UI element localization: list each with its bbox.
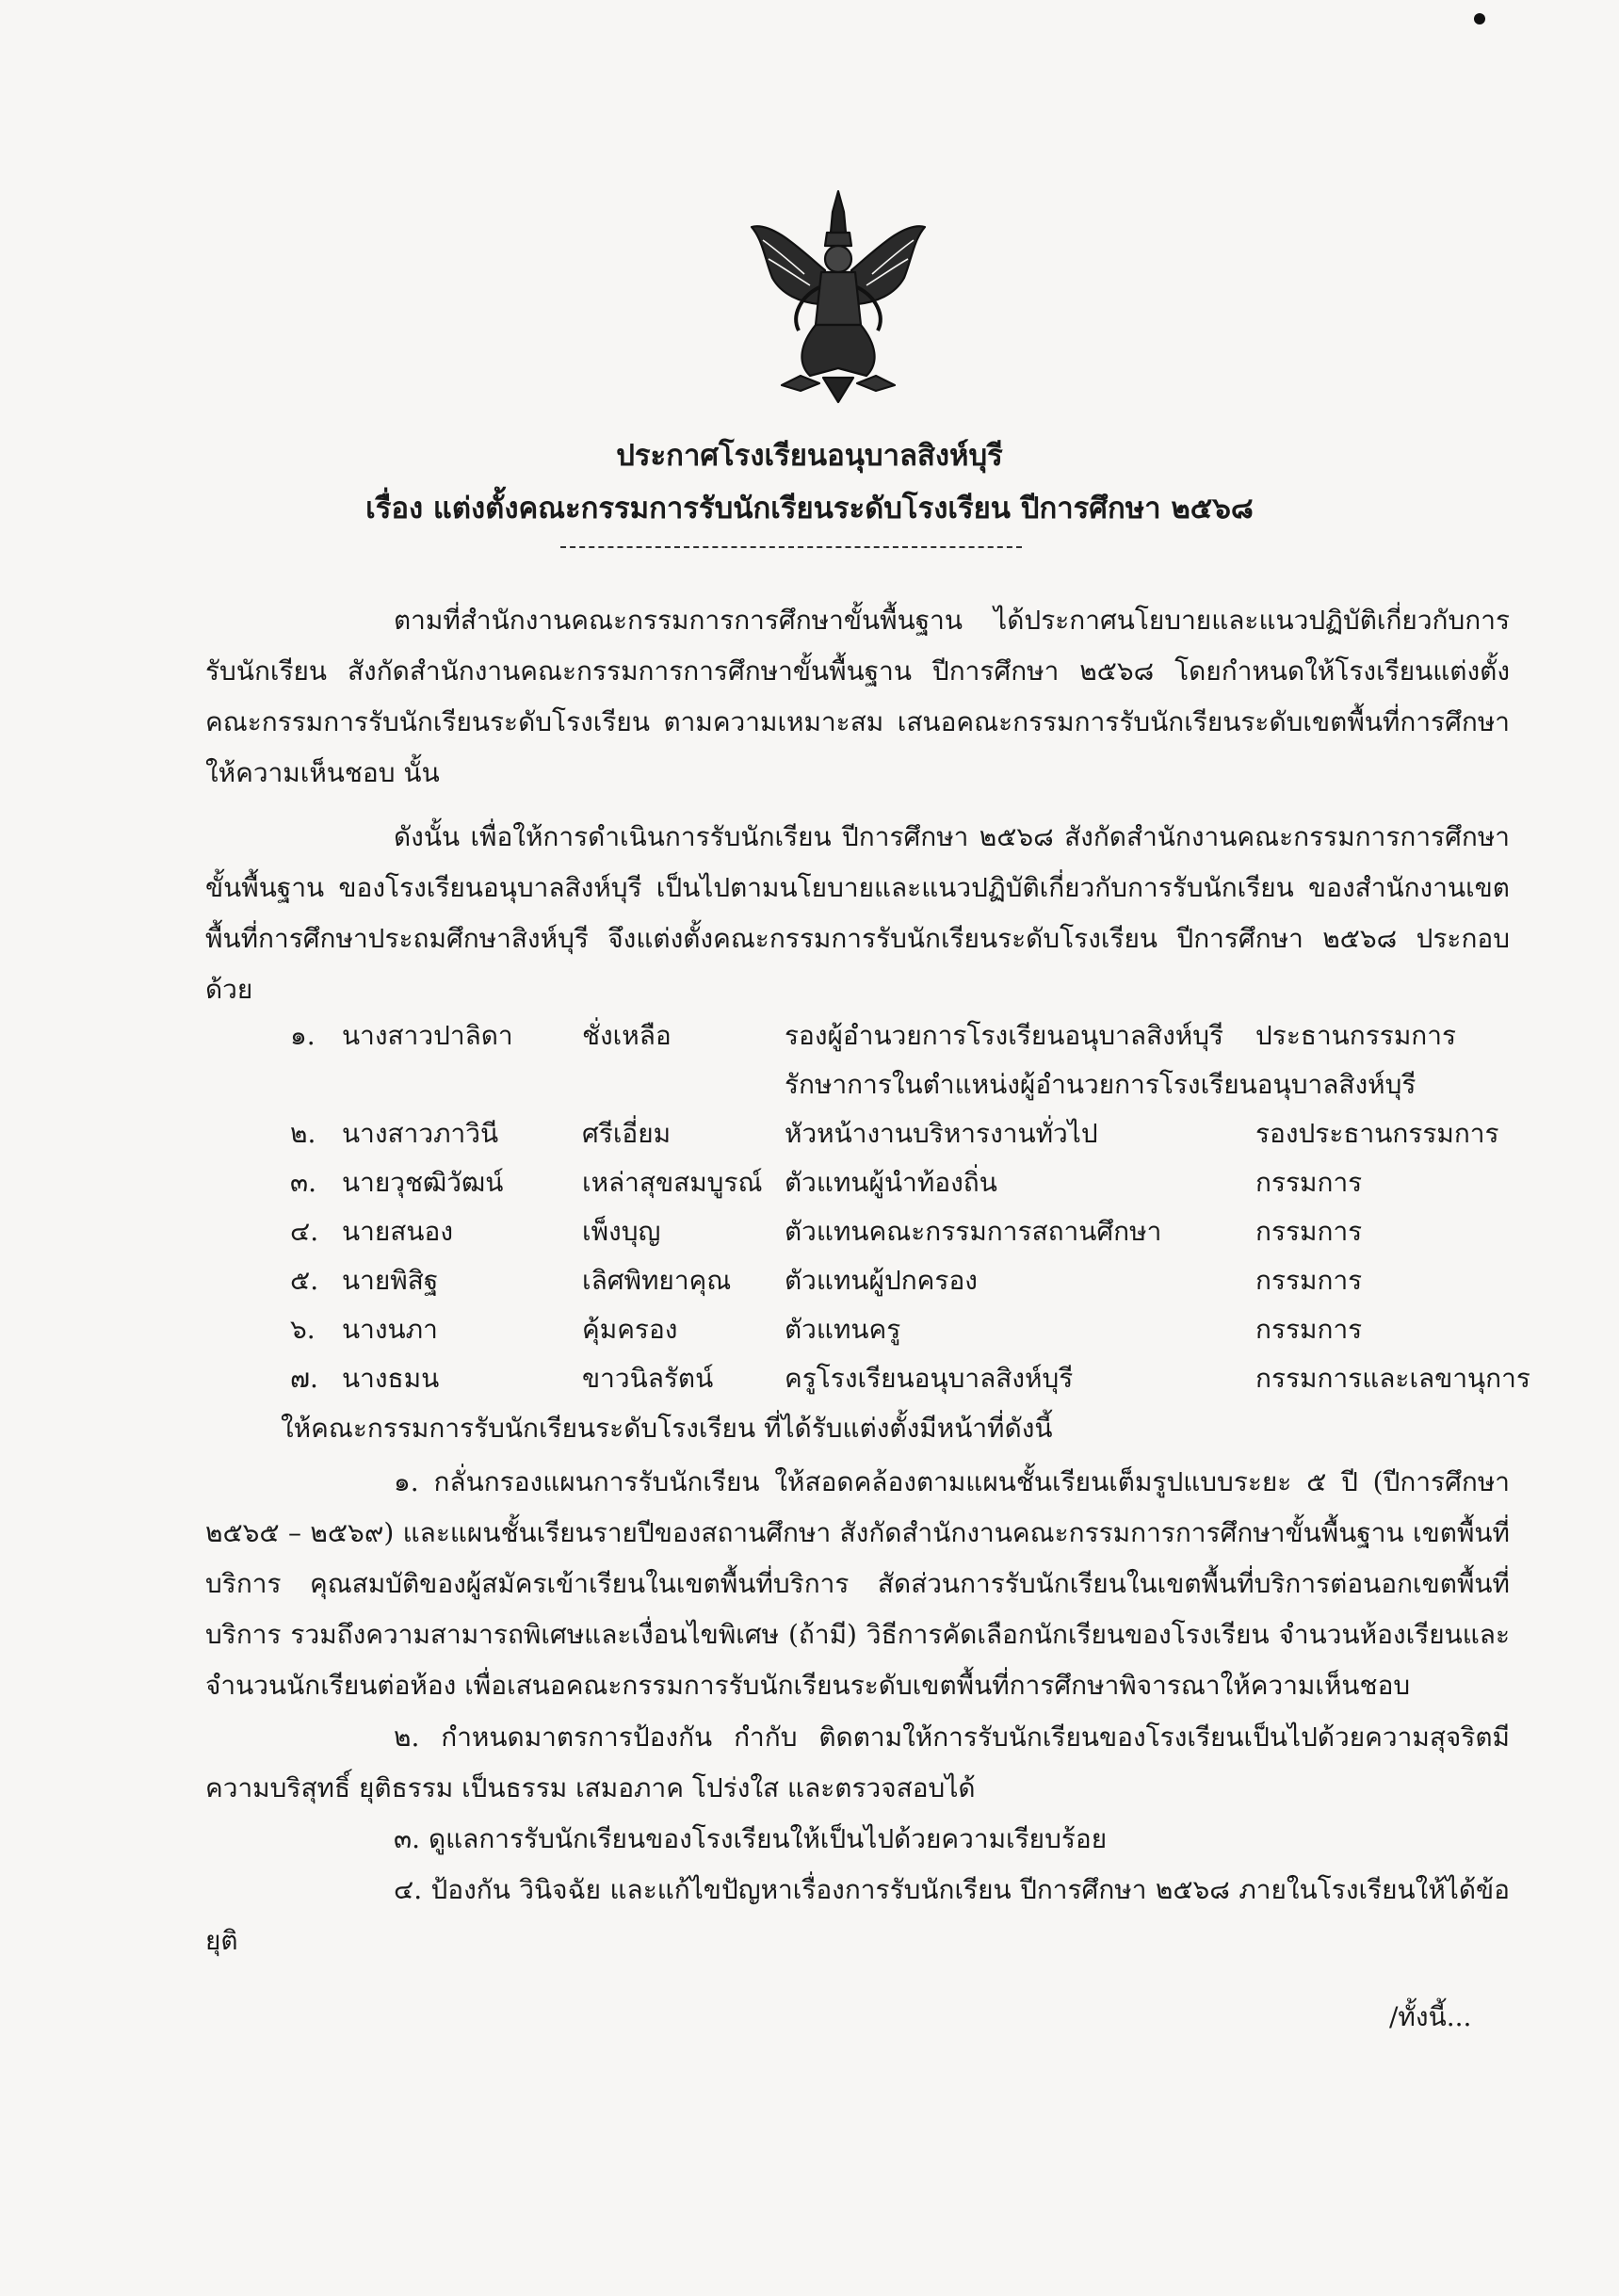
member-last-name: เลิศพิทยาคุณ [582,1265,732,1296]
continuation-marker: /ทั้งนี้... [1389,2001,1472,2032]
garuda-emblem [744,184,932,410]
committee-member [205,1358,1530,1407]
member-role: กรรมการ [1255,1216,1363,1247]
member-first-name: นางนภา [342,1314,438,1345]
committee-member [205,1113,1524,1162]
member-position: ตัวแทนผู้นำท้องถิ่น [785,1167,997,1198]
member-first-name: นางธมน [342,1363,440,1394]
member-number: ๑. [290,1020,316,1051]
committee-list [205,1015,1530,1407]
member-number: ๒. [290,1118,316,1149]
member-last-name: ชั่งเหลือ [582,1020,672,1051]
paragraph-appointment-text: ดังนั้น เพื่อให้การดำเนินการรับนักเรียน ปีการศึกษา ๒๕๖๘ สังกัดสำนักงานคณะกรรมการการศึกษาขั้นพื้นฐาน ของโรงเรียนอนุบาลสิงห์บุรี เป็นไปตามนโยบายและแนวปฏิบัติเกี่ยวกับการรับนักเรียน ของสำนักงานเขตพื้นที่การศึกษาประถมศึกษาสิงห์บุรี จึงแต่งตั้งคณะกรรมการรับนักเรียนระดับโรงเรียน ปีการศึกษา ๒๕๖๘ ประกอบด้วย [205,821,1510,1005]
duty-item [205,1865,1510,1966]
member-last-name: เพ็งบุญ [582,1216,661,1247]
member-number: ๔. [290,1216,319,1247]
member-role: รองประธานกรรมการ [1255,1118,1499,1149]
member-position: หัวหน้างานบริหารงานทั่วไป [785,1118,1098,1149]
member-first-name: นายสนอง [342,1216,453,1247]
duty-item [205,1814,1510,1865]
member-number: ๕. [290,1265,319,1296]
member-first-name: นางสาวปาลิดา [342,1020,513,1051]
member-position-acting: รักษาการในตำแหน่งผู้อำนวยการโรงเรียนอนุบาลสิงห์บุรี [785,1069,1417,1100]
duty-text: ๒. กำหนดมาตรการป้องกัน กำกับ ติดตามให้การรับนักเรียนของโรงเรียนเป็นไปด้วยความสุจริตมีความบริสุทธิ์ ยุติธรรม เป็นธรรม เสมอภาค โปร่งใส และตรวจสอบได้ [205,1722,1510,1803]
announcement-subject: เรื่อง แต่งตั้งคณะกรรมการรับนักเรียนระดับโรงเรียน ปีการศึกษา ๒๕๖๘ [365,492,1254,525]
member-role: กรรมการ [1255,1314,1363,1345]
member-position: ตัวแทนครู [785,1314,901,1345]
committee-member [205,1015,1524,1113]
duty-text: ๑. กลั่นกรองแผนการรับนักเรียน ให้สอดคล้องตามแผนชั้นเรียนเต็มรูปแบบระยะ ๕ ปี (ปีการศึกษา ๒๕๖๕ – ๒๕๖๙) และแผนชั้นเรียนรายปีของสถานศึกษา สังกัดสำนักงานคณะกรรมการการศึกษาขั้นพื้นฐาน เขตพื้นที่บริการ คุณสมบัติของผู้สมัครเข้าเรียนในเขตพื้นที่บริการ สัดส่วนการรับนักเรียนในเขตพื้นที่บริการต่อนอกเขตพื้นที่บริการ รวมถึงความสามารถพิเศษและเงื่อนไขพิเศษ (ถ้ามี) วิธีการคัดเลือกนักเรียนของโรงเรียน จำนวนห้องเรียนและจำนวนนักเรียนต่อห้อง เพื่อเสนอคณะกรรมการรับนักเรียนระดับเขตพื้นที่การศึกษาพิจารณาให้ความเห็นชอบ [205,1466,1510,1701]
member-position: ตัวแทนผู้ปกครอง [785,1265,978,1296]
member-role: กรรมการ [1255,1265,1363,1296]
member-first-name: นายวุชฒิวัฒน์ [342,1167,504,1198]
committee-member [205,1309,1524,1358]
duty-item [205,1712,1510,1814]
member-number: ๗. [290,1363,318,1394]
member-role: กรรมการ [1255,1167,1363,1198]
member-last-name: เหล่าสุขสมบูรณ์ [582,1167,763,1198]
duty-item [205,1457,1510,1711]
member-last-name: ขาวนิลรัตน์ [582,1363,714,1394]
committee-member [205,1162,1524,1211]
member-last-name: ศรีเอี่ยม [582,1118,672,1149]
member-first-name: นายพิสิฐ [342,1265,439,1296]
duty-text: ๓. ดูแลการรับนักเรียนของโรงเรียนให้เป็นไปด้วยความเรียบร้อย [394,1823,1108,1854]
member-role: กรรมการและเลขานุการ [1255,1363,1530,1394]
member-last-name: คุ้มครอง [582,1314,678,1345]
title-divider [560,546,1022,548]
paragraph-appointment [205,812,1510,1015]
member-number: ๓. [290,1167,317,1198]
member-position: รองผู้อำนวยการโรงเรียนอนุบาลสิงห์บุรี [785,1020,1224,1051]
paragraph-preamble-text: ตามที่สำนักงานคณะกรรมการการศึกษาขั้นพื้นฐาน ได้ประกาศนโยบายและแนวปฏิบัติเกี่ยวกับการรับนักเรียน สังกัดสำนักงานคณะกรรมการการศึกษาขั้นพื้นฐาน ปีการศึกษา ๒๕๖๘ โดยกำหนดให้โรงเรียนแต่งตั้งคณะกรรมการรับนักเรียนระดับโรงเรียน ตามความเหมาะสม เสนอคณะกรรมการรับนักเรียนระดับเขตพื้นที่การศึกษาให้ความเห็นชอบ นั้น [205,605,1510,788]
member-position: ครูโรงเรียนอนุบาลสิงห์บุรี [785,1363,1074,1394]
member-position: ตัวแทนคณะกรรมการสถานศึกษา [785,1216,1162,1247]
duty-text: ๔. ป้องกัน วินิจฉัย และแก้ไขปัญหาเรื่องการรับนักเรียน ปีการศึกษา ๒๕๖๘ ภายในโรงเรียนให้ได้ข้อยุติ [205,1874,1510,1956]
scan-dot [1474,13,1485,24]
duties-intro: ให้คณะกรรมการรับนักเรียนระดับโรงเรียน ที่ได้รับแต่งตั้งมีหน้าที่ดังนี้ [281,1413,1053,1444]
committee-member [205,1260,1524,1309]
member-number: ๖. [290,1314,316,1345]
member-first-name: นางสาวภาวินี [342,1118,499,1149]
announcement-title: ประกาศโรงเรียนอนุบาลสิงห์บุรี [616,439,1003,473]
committee-member [205,1211,1524,1260]
member-role: ประธานกรรมการ [1255,1020,1457,1051]
paragraph-preamble [205,595,1510,799]
